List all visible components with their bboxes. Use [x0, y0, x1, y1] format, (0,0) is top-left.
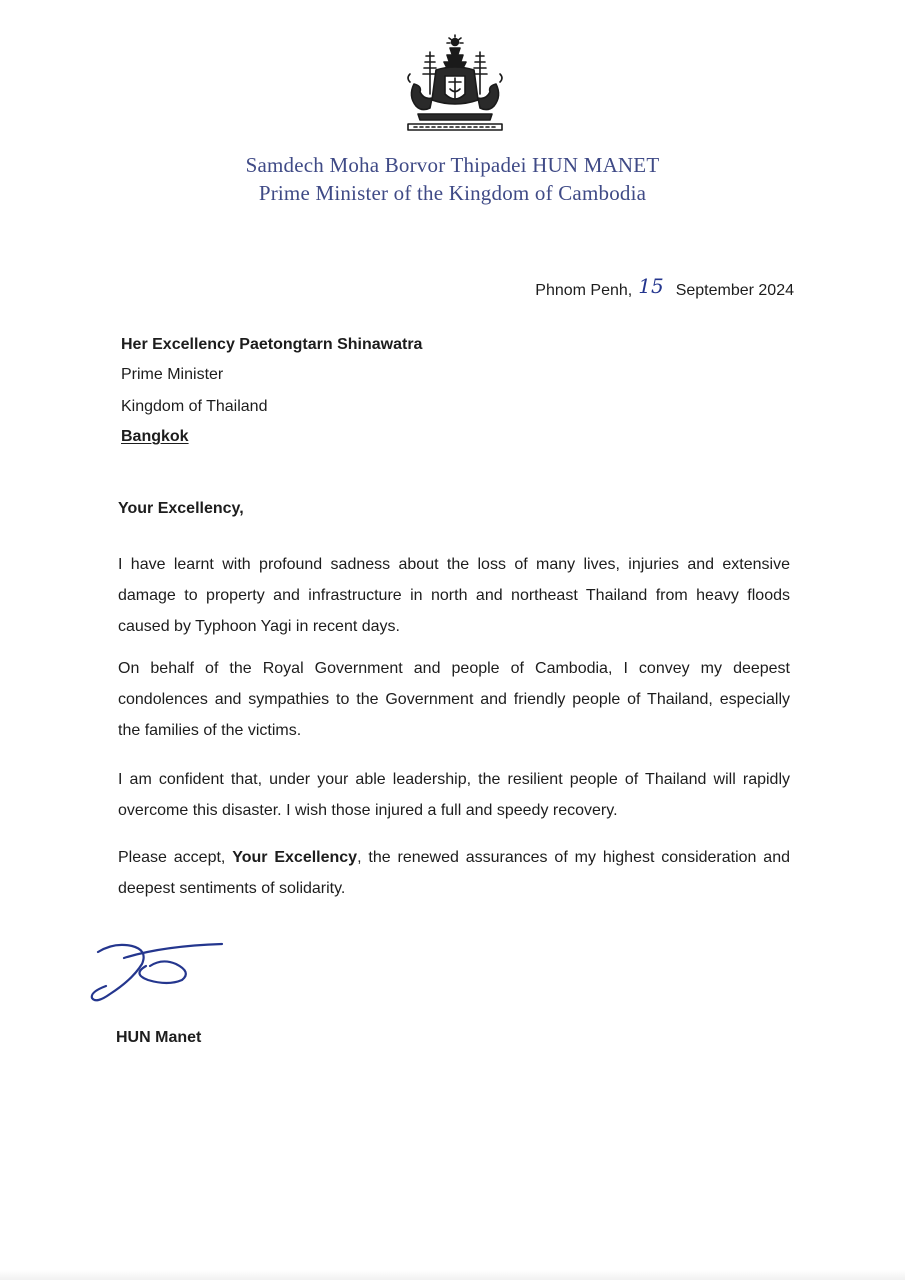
dateline-month-year: September 2024: [675, 282, 794, 299]
dateline: [535, 276, 794, 300]
paragraph-4-emphasis: Your Excellency: [232, 849, 358, 866]
page-edge: [0, 1270, 905, 1280]
paragraph-2: On behalf of the Royal Government and people of Cambodia, I convey my deepest condolences and sympathies to the Government and friendly people of Thailand, especially the families of the victims.: [118, 660, 790, 739]
paragraph-1: I have learnt with profound sadness about the loss of many lives, injuries and extensive damage to property and infrastructure in north and northeast Thailand from heavy floods caused by Typhoon Yagi in recent days.: [118, 556, 790, 635]
paragraph-3: I am confident that, under your able leadership, the resilient people of Thailand will rapidly overcome this disaster. I wish those injured a full and speedy recovery.: [118, 771, 790, 819]
salutation: Your Excellency,: [118, 500, 244, 517]
letterhead-line-2: Prime Minister of the Kingdom of Cambodia: [258, 181, 647, 205]
dateline-place: Phnom Penh,: [535, 282, 633, 299]
royal-arms-of-cambodia-icon: [400, 34, 510, 136]
signer-name: HUN Manet: [116, 1029, 202, 1046]
paragraph-4-end: , the renewed assurances of my highest consideration and deepest sentiments of solidarity.: [118, 849, 791, 897]
recipient-name: Her Excellency Paetongtarn Shinawatra: [121, 336, 423, 353]
handwritten-signature-icon: [84, 936, 229, 1008]
recipient-city: Bangkok: [121, 428, 189, 445]
recipient-title: Prime Minister: [121, 366, 224, 383]
letterhead-line-1: Samdech Moha Borvor Thipadei HUN MANET: [245, 153, 660, 177]
dateline-day: 15: [638, 274, 664, 298]
paragraph-4-start: Please accept,: [118, 849, 233, 866]
recipient-country: Kingdom of Thailand: [121, 398, 268, 415]
paragraph-4: [118, 842, 790, 904]
